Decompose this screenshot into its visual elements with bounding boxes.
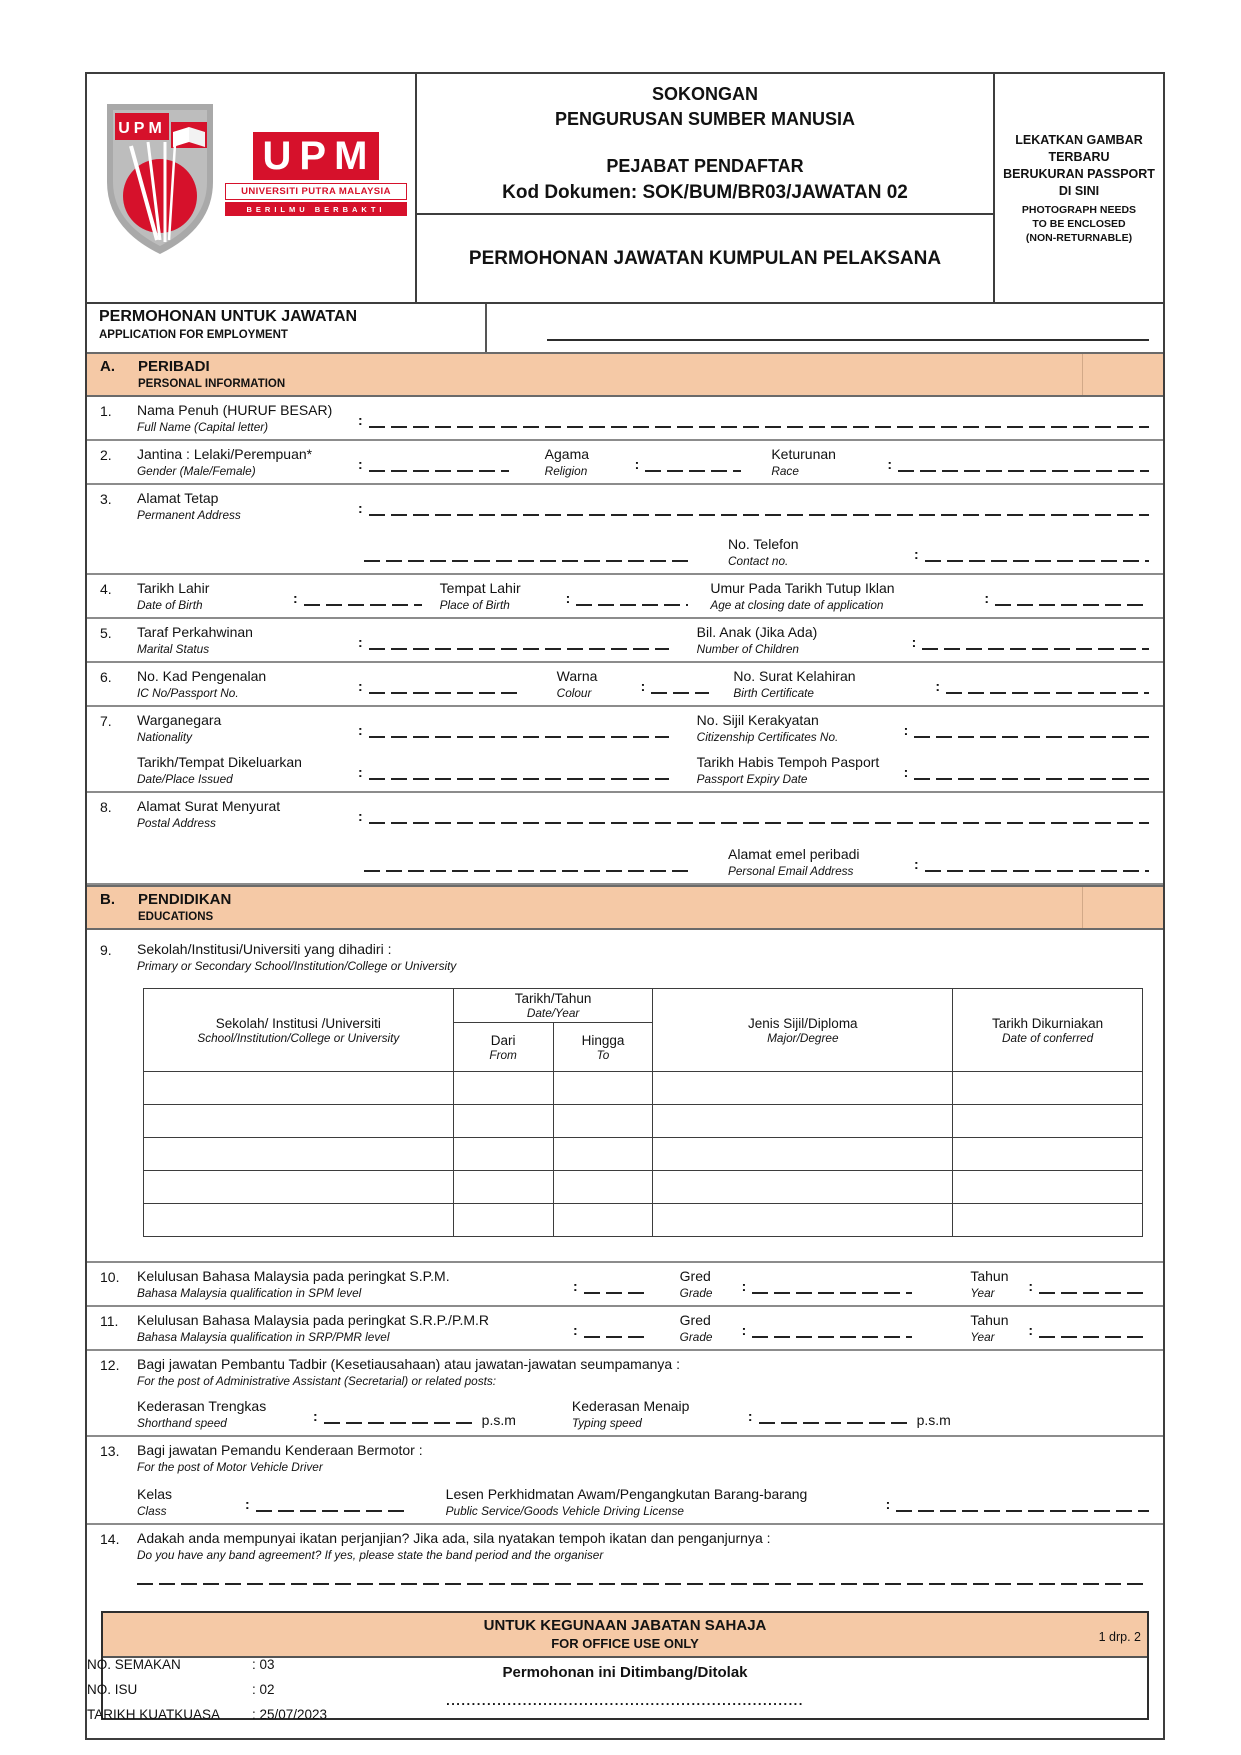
item-6-ic-line <box>369 692 519 694</box>
colon: : <box>914 546 919 562</box>
edu-empty-row <box>144 1105 1143 1138</box>
item-3-row <box>87 485 1163 575</box>
section-b-header <box>87 885 1163 930</box>
item-3-label: Alamat Tetap Permanent Address <box>137 490 241 522</box>
item-11-grade-line <box>752 1336 912 1338</box>
item-5-children-label: Bil. Anak (Jika Ada) Number of Children <box>696 624 818 656</box>
upm-logo-cell <box>87 74 417 302</box>
item-6-birthcert-label: No. Surat Kelahiran Birth Certificate <box>733 668 856 700</box>
item-13-label: Bagi jawatan Pemandu Kenderaan Bermotor : For the post of Motor Vehicle Driver <box>137 1442 423 1474</box>
photo-instruction-en-line1: PHOTOGRAPH NEEDS <box>1021 203 1137 216</box>
item-12-shorthand-line <box>324 1422 474 1424</box>
item-14-label: Adakah anda mempunyai ikatan perjanjian? Jika ada, sila nyatakan tempoh ikatan dan penganjurnya : Do you have any band agreement? If yes, please state the band period and the organiser <box>137 1530 771 1562</box>
section-a-title-en: PERSONAL INFORMATION <box>138 378 286 390</box>
photo-instructions-cell <box>995 74 1163 302</box>
header-line-pengurusan: PENGURUSAN SUMBER MANUSIA <box>554 109 855 129</box>
colon: : <box>565 590 571 606</box>
colon: : <box>573 1278 578 1294</box>
item-2-number: 2. <box>100 447 112 463</box>
item-13-number: 13. <box>100 1443 120 1459</box>
item-13-row <box>87 1437 1163 1525</box>
position-applied-ms: PERMOHONAN UNTUK JAWATAN <box>99 308 358 325</box>
item-5-children-line <box>922 648 1149 650</box>
item-13-license-line <box>896 1510 1149 1512</box>
item-8-email-label: Alamat emel peribadi Personal Email Address <box>728 846 860 878</box>
item-14-number: 14. <box>100 1531 120 1547</box>
colon: : <box>358 456 363 472</box>
item-10-year-line <box>1039 1292 1149 1294</box>
item-10-year-label: Tahun Year <box>970 1268 1009 1300</box>
colon: : <box>573 1322 578 1338</box>
section-b-letter: B. <box>100 891 115 908</box>
item-12-label: Bagi jawatan Pembantu Tadbir (Kesetiausahaan) atau jawatan-jawatan seumpamanya : For the post of Administrative Assistant (Secretarial) or related posts: <box>137 1356 680 1388</box>
colon: : <box>358 412 363 428</box>
item-12-shorthand-label: Kederasan Trengkas Shorthand speed <box>137 1398 267 1430</box>
edu-empty-row <box>144 1138 1143 1171</box>
item-5-row <box>87 619 1163 663</box>
item-7-nationality-label: Warganegara Nationality <box>137 712 222 744</box>
item-12-number: 12. <box>100 1357 120 1373</box>
office-decision-label: Permohonan ini Ditimbang/Ditolak <box>502 1664 748 1681</box>
colon: : <box>1028 1278 1034 1294</box>
item-6-row <box>87 663 1163 707</box>
colon: : <box>358 634 363 650</box>
item-2-label: Jantina : Lelaki/Perempuan* Gender (Male/Female) <box>137 446 313 478</box>
item-13-class-line <box>256 1510 406 1512</box>
colon: : <box>885 1496 891 1512</box>
colon: : <box>935 678 941 694</box>
colon: : <box>984 590 990 606</box>
item-11-label: Kelulusan Bahasa Malaysia pada peringkat S.R.P./P.M.R Bahasa Malaysia qualification in SRP/PMR level <box>137 1312 490 1344</box>
section-a-letter: A. <box>100 358 115 375</box>
colon: : <box>358 764 363 780</box>
footer-row-semakan: NO. SEMAKAN : 03 <box>87 1657 275 1672</box>
section-a-title-ms: PERIBADI <box>138 358 210 375</box>
item-8-postal-line2 <box>364 870 694 872</box>
photo-instruction-ms-line3: BERUKURAN PASSPORT <box>1003 166 1155 181</box>
photo-instruction-ms-line1: LEKATKAN GAMBAR <box>1015 132 1143 147</box>
item-6-colour-line <box>651 692 709 694</box>
item-6-colour-label: Warna Colour <box>556 668 598 700</box>
item-11-year-line <box>1039 1336 1149 1338</box>
item-3-address-line1 <box>369 514 1149 516</box>
item-8-label: Alamat Surat Menyurat Postal Address <box>137 798 281 830</box>
colon: : <box>358 500 363 516</box>
colon: : <box>293 590 298 606</box>
item-2-row <box>87 441 1163 485</box>
item-1-blank-line <box>369 426 1149 428</box>
colon: : <box>741 1278 747 1294</box>
item-12-row <box>87 1351 1163 1437</box>
item-8-email-line <box>925 870 1149 872</box>
item-5-marital-line <box>369 648 669 650</box>
edu-empty-row <box>144 1171 1143 1204</box>
item-10-grade-label: Gred Grade <box>679 1268 713 1300</box>
item-2-religion-label: Agama Religion <box>544 446 590 478</box>
item-6-birthcert-line <box>946 692 1149 694</box>
position-applied-label <box>87 304 487 352</box>
footer-row-isu: NO. ISU : 02 <box>87 1682 275 1697</box>
colon: : <box>640 678 646 694</box>
item-7-passport-expiry-label: Tarikh Habis Tempoh Pasport Passport Expiry Date <box>696 754 880 786</box>
item-10-row <box>87 1263 1163 1307</box>
photo-instruction-en-line2: TO BE ENCLOSED <box>1032 217 1126 230</box>
header-line-sokongan: SOKONGAN <box>651 84 758 104</box>
position-applied-en: APPLICATION FOR EMPLOYMENT <box>99 329 288 341</box>
item-4-row <box>87 575 1163 619</box>
item-7-nationality-line <box>369 736 669 738</box>
photo-instruction-ms-line2: TERBARU <box>1048 149 1110 164</box>
edu-col-from: Dari From <box>453 1023 553 1072</box>
item-11-row <box>87 1307 1163 1351</box>
colon: : <box>903 764 909 780</box>
item-3-phone-label: No. Telefon Contact no. <box>728 536 799 568</box>
colon: : <box>1028 1322 1034 1338</box>
upm-motto: BERILMU BERBAKTI <box>225 202 407 216</box>
item-9-number: 9. <box>100 942 112 958</box>
item-11-srp-line <box>584 1336 650 1338</box>
item-3-address-line2 <box>364 560 694 562</box>
item-12-typing-label: Kederasan Menaip Typing speed <box>571 1398 690 1430</box>
item-1-label: Nama Penuh (HURUF BESAR) Full Name (Capital letter) <box>137 402 333 434</box>
form-body <box>85 72 1165 1740</box>
item-3-number: 3. <box>100 491 112 507</box>
section-b-title-en: EDUCATIONS <box>138 911 214 923</box>
colon: : <box>903 722 909 738</box>
item-1-row <box>87 397 1163 441</box>
page-number: 1 drp. 2 <box>1098 1630 1141 1644</box>
edu-col-major: Jenis Sijil/Diploma Major/Degree <box>653 989 953 1072</box>
item-11-year-label: Tahun Year <box>970 1312 1009 1344</box>
item-4-age-line <box>995 604 1149 606</box>
item-7-number: 7. <box>100 713 112 729</box>
edu-empty-row <box>144 1204 1143 1237</box>
item-5-label: Taraf Perkahwinan Marital Status <box>137 624 253 656</box>
item-6-number: 6. <box>100 669 112 685</box>
upm-wordmark-letters: UPM <box>253 132 380 180</box>
item-1-number: 1. <box>100 403 112 419</box>
footer-row-kuatkuasa: TARIKH KUATKUASA : 25/07/2023 <box>87 1707 328 1722</box>
colon: : <box>313 1408 318 1424</box>
upm-university-name: UNIVERSITI PUTRA MALAYSIA <box>225 183 407 200</box>
item-7-citizenship-line <box>914 736 1149 738</box>
form-title: PERMOHONAN JAWATAN KUMPULAN PELAKSANA <box>468 247 942 269</box>
item-10-label: Kelulusan Bahasa Malaysia pada peringkat S.P.M. Bahasa Malaysia qualification in SPM level <box>137 1268 450 1300</box>
position-applied-blank-line <box>547 339 1149 341</box>
item-2-race-line <box>898 470 1149 472</box>
colon: : <box>887 456 893 472</box>
psm-unit: p.s.m <box>916 1412 951 1428</box>
form-header <box>87 74 1163 304</box>
item-4-pob-line <box>576 604 688 606</box>
item-2-gender-line <box>369 470 509 472</box>
office-use-title-en: FOR OFFICE USE ONLY <box>551 1636 699 1651</box>
item-11-number: 11. <box>100 1313 119 1329</box>
item-2-race-label: Keturunan Race <box>771 446 836 478</box>
item-3-phone-line <box>925 560 1149 562</box>
edu-col-to: Hingga To <box>553 1023 653 1072</box>
colon: : <box>358 808 363 824</box>
colon: : <box>914 856 919 872</box>
item-9-label: Sekolah/Institusi/Universiti yang dihadiri : Primary or Secondary School/Institution/College or University <box>137 941 457 973</box>
svg-text:UPM: UPM <box>118 120 166 137</box>
colon: : <box>358 722 363 738</box>
edu-col-school: Sekolah/ Institusi /Universiti School/Institution/College or University <box>144 989 454 1072</box>
item-14-row <box>87 1525 1163 1595</box>
item-5-number: 5. <box>100 625 112 641</box>
item-7-row <box>87 707 1163 793</box>
item-13-class-label: Kelas Class <box>137 1486 173 1518</box>
item-12-typing-line <box>759 1422 909 1424</box>
item-8-row <box>87 793 1163 885</box>
item-4-dob-line <box>304 604 422 606</box>
education-table <box>143 988 1143 1237</box>
colon: : <box>911 634 917 650</box>
photo-instruction-en-line3: (NON-RETURNABLE) <box>1025 231 1133 244</box>
document-control-footer <box>87 1652 327 1727</box>
item-10-grade-line <box>752 1292 912 1294</box>
header-titles <box>417 74 993 213</box>
item-10-number: 10. <box>100 1269 120 1285</box>
edu-col-date: Tarikh/Tahun Date/Year <box>453 989 653 1023</box>
section-b-title-ms: PENDIDIKAN <box>138 891 232 908</box>
item-14-blank-line <box>137 1583 1149 1585</box>
upm-crest-icon <box>101 100 219 258</box>
header-line-kod-dokumen: Kod Dokumen: SOK/BUM/BR03/JAWATAN 02 <box>502 182 908 203</box>
upm-wordmark <box>225 132 407 216</box>
edu-empty-row <box>144 1072 1143 1105</box>
colon: : <box>741 1322 747 1338</box>
item-7-issued-line <box>369 778 669 780</box>
item-4-age-label: Umur Pada Tarikh Tutup Iklan Age at closing date of application <box>710 580 895 612</box>
psm-unit: p.s.m <box>481 1412 516 1428</box>
item-4-dob-label: Tarikh Lahir Date of Birth <box>137 580 210 612</box>
office-decision-dotted-line: ...................................................................... <box>446 1693 804 1708</box>
edu-col-conferred: Tarikh Dikurniakan Date of conferred <box>953 989 1143 1072</box>
position-applied-row <box>87 304 1163 352</box>
header-center-cell <box>417 74 995 302</box>
colon: : <box>747 1408 753 1424</box>
header-line-pejabat: PEJABAT PENDAFTAR <box>606 156 804 176</box>
item-8-number: 8. <box>100 799 112 815</box>
item-6-ic-label: No. Kad Pengenalan IC No/Passport No. <box>137 668 267 700</box>
item-7-citizenship-label: No. Sijil Kerakyatan Citizenship Certificates No. <box>696 712 839 744</box>
item-7-issued-label: Tarikh/Tempat Dikeluarkan Date/Place Issued <box>137 754 302 786</box>
colon: : <box>634 456 640 472</box>
office-use-title-ms: UNTUK KEGUNAAN JABATAN SAHAJA <box>483 1617 767 1634</box>
item-4-number: 4. <box>100 581 112 597</box>
item-9-section <box>87 930 1163 1263</box>
item-11-grade-label: Gred Grade <box>679 1312 713 1344</box>
item-4-pob-label: Tempat Lahir Place of Birth <box>439 580 521 612</box>
colon: : <box>358 678 363 694</box>
item-7-passport-expiry-line <box>914 778 1149 780</box>
item-8-postal-line1 <box>369 822 1149 824</box>
photo-instruction-ms-line4: DI SINI <box>1058 183 1100 198</box>
item-13-license-label: Lesen Perkhidmatan Awam/Pengangkutan Barang-barang Public Service/Goods Vehicle Driving License <box>445 1486 808 1518</box>
section-a-header <box>87 352 1163 397</box>
colon: : <box>245 1496 250 1512</box>
item-10-spm-line <box>584 1292 650 1294</box>
position-applied-field <box>487 304 1163 352</box>
item-2-religion-line <box>645 470 741 472</box>
